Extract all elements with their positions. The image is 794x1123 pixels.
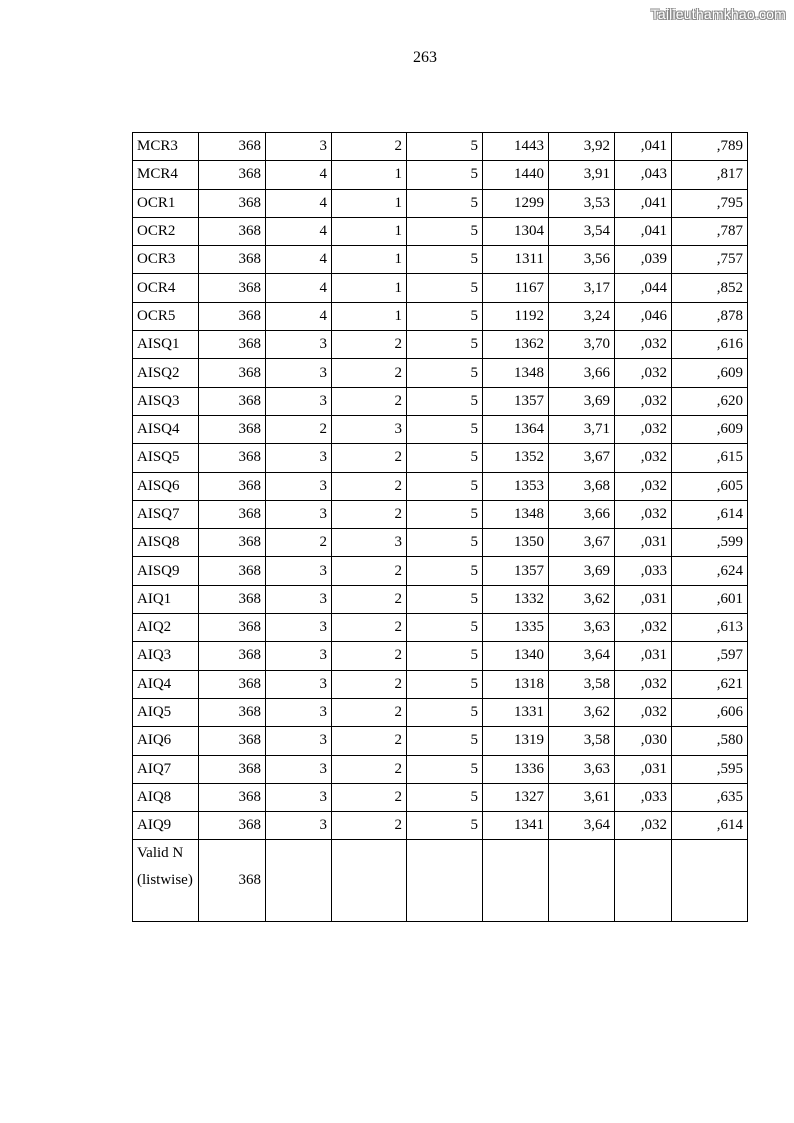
value-cell: ,606 bbox=[672, 698, 748, 726]
value-cell: 2 bbox=[332, 472, 407, 500]
value-cell: 5 bbox=[407, 585, 483, 613]
value-cell: 1332 bbox=[483, 585, 549, 613]
value-cell: 5 bbox=[407, 161, 483, 189]
value-cell: 4 bbox=[266, 189, 332, 217]
value-cell: 3 bbox=[266, 444, 332, 472]
value-cell: 368 bbox=[199, 189, 266, 217]
value-cell: 1353 bbox=[483, 472, 549, 500]
value-cell: ,041 bbox=[615, 133, 672, 161]
value-cell: 3 bbox=[266, 557, 332, 585]
value-cell: 3,68 bbox=[549, 472, 615, 500]
value-cell: 1167 bbox=[483, 274, 549, 302]
value-cell: 1304 bbox=[483, 217, 549, 245]
value-cell: 3 bbox=[266, 670, 332, 698]
value-cell: 2 bbox=[332, 444, 407, 472]
page-number: 263 bbox=[413, 49, 437, 66]
value-cell: 368 bbox=[199, 500, 266, 528]
value-cell: ,041 bbox=[615, 189, 672, 217]
table-row bbox=[133, 302, 748, 330]
row-label-cell: AIQ5 bbox=[133, 698, 199, 726]
value-cell: 1336 bbox=[483, 755, 549, 783]
value-cell: ,032 bbox=[615, 670, 672, 698]
value-cell: 368 bbox=[199, 670, 266, 698]
value-cell: 368 bbox=[199, 444, 266, 472]
value-cell: ,031 bbox=[615, 642, 672, 670]
value-cell: 368 bbox=[199, 387, 266, 415]
value-cell: 3 bbox=[266, 642, 332, 670]
value-cell: ,787 bbox=[672, 217, 748, 245]
row-label-cell: AIQ2 bbox=[133, 614, 199, 642]
value-cell: 368 bbox=[199, 274, 266, 302]
value-cell: ,031 bbox=[615, 755, 672, 783]
value-cell: 368 bbox=[199, 359, 266, 387]
value-cell: 3 bbox=[266, 133, 332, 161]
value-cell: 368 bbox=[199, 246, 266, 274]
value-cell: 2 bbox=[332, 642, 407, 670]
row-label-cell: AISQ5 bbox=[133, 444, 199, 472]
table-row bbox=[133, 444, 748, 472]
value-cell: 5 bbox=[407, 359, 483, 387]
value-cell: 5 bbox=[407, 133, 483, 161]
value-cell: ,614 bbox=[672, 500, 748, 528]
value-cell: 368 bbox=[199, 415, 266, 443]
value-cell: 1335 bbox=[483, 614, 549, 642]
value-cell: 1 bbox=[332, 189, 407, 217]
value-cell: 3,62 bbox=[549, 698, 615, 726]
table-row bbox=[133, 472, 748, 500]
table-row bbox=[133, 783, 748, 811]
value-cell: 2 bbox=[332, 359, 407, 387]
value-cell: ,041 bbox=[615, 217, 672, 245]
value-cell: 368 bbox=[199, 529, 266, 557]
table-row bbox=[133, 133, 748, 161]
value-cell: 5 bbox=[407, 614, 483, 642]
value-cell: 3,67 bbox=[549, 529, 615, 557]
value-cell: 3 bbox=[266, 472, 332, 500]
value-cell: 3 bbox=[266, 387, 332, 415]
value-cell: ,030 bbox=[615, 727, 672, 755]
value-cell: 368 bbox=[199, 783, 266, 811]
value-cell: 368 bbox=[199, 331, 266, 359]
value-cell: 2 bbox=[332, 557, 407, 585]
value-cell: ,032 bbox=[615, 812, 672, 840]
value-cell: ,609 bbox=[672, 359, 748, 387]
table-row bbox=[133, 698, 748, 726]
row-label-cell: AISQ6 bbox=[133, 472, 199, 500]
value-cell: ,614 bbox=[672, 812, 748, 840]
table-row bbox=[133, 359, 748, 387]
value-cell: 3,53 bbox=[549, 189, 615, 217]
value-cell: 3,67 bbox=[549, 444, 615, 472]
value-cell: 5 bbox=[407, 246, 483, 274]
value-cell: 4 bbox=[266, 161, 332, 189]
row-label-cell: AIQ8 bbox=[133, 783, 199, 811]
value-cell: 3 bbox=[332, 529, 407, 557]
value-cell: 3,58 bbox=[549, 727, 615, 755]
table-row bbox=[133, 642, 748, 670]
row-label-cell: AIQ7 bbox=[133, 755, 199, 783]
row-label-cell: AIQ1 bbox=[133, 585, 199, 613]
row-label-cell: AISQ7 bbox=[133, 500, 199, 528]
value-cell: 5 bbox=[407, 698, 483, 726]
value-cell: 1350 bbox=[483, 529, 549, 557]
value-cell: ,033 bbox=[615, 557, 672, 585]
value-cell: 5 bbox=[407, 755, 483, 783]
value-cell: 4 bbox=[266, 217, 332, 245]
value-cell: 5 bbox=[407, 642, 483, 670]
value-cell: 3,64 bbox=[549, 642, 615, 670]
value-cell: ,613 bbox=[672, 614, 748, 642]
value-cell: 2 bbox=[332, 698, 407, 726]
empty-cell bbox=[672, 840, 748, 922]
value-cell: 3 bbox=[266, 359, 332, 387]
row-label-cell: OCR3 bbox=[133, 246, 199, 274]
value-cell: 368 bbox=[199, 812, 266, 840]
value-cell: 5 bbox=[407, 387, 483, 415]
row-label-cell: OCR4 bbox=[133, 274, 199, 302]
row-label-cell: AIQ3 bbox=[133, 642, 199, 670]
value-cell: 1299 bbox=[483, 189, 549, 217]
valid-n-label: Valid N (listwise) bbox=[133, 840, 199, 922]
value-cell: 1 bbox=[332, 161, 407, 189]
value-cell: 368 bbox=[199, 698, 266, 726]
value-cell: 2 bbox=[332, 755, 407, 783]
value-cell: ,595 bbox=[672, 755, 748, 783]
table-row bbox=[133, 331, 748, 359]
value-cell: 5 bbox=[407, 727, 483, 755]
value-cell: ,033 bbox=[615, 783, 672, 811]
value-cell: ,597 bbox=[672, 642, 748, 670]
value-cell: 4 bbox=[266, 246, 332, 274]
value-cell: ,032 bbox=[615, 444, 672, 472]
row-label-cell: AISQ2 bbox=[133, 359, 199, 387]
value-cell: ,031 bbox=[615, 585, 672, 613]
value-cell: 2 bbox=[332, 727, 407, 755]
table-row bbox=[133, 161, 748, 189]
value-cell: 5 bbox=[407, 670, 483, 698]
value-cell: 3 bbox=[332, 415, 407, 443]
row-label-cell: AISQ9 bbox=[133, 557, 199, 585]
value-cell: 3,54 bbox=[549, 217, 615, 245]
table-row bbox=[133, 387, 748, 415]
value-cell: 3,92 bbox=[549, 133, 615, 161]
value-cell: 2 bbox=[332, 500, 407, 528]
value-cell: ,032 bbox=[615, 415, 672, 443]
value-cell: 3 bbox=[266, 727, 332, 755]
table-row bbox=[133, 812, 748, 840]
value-cell: 3 bbox=[266, 500, 332, 528]
value-cell: 368 bbox=[199, 585, 266, 613]
value-cell: 1348 bbox=[483, 359, 549, 387]
value-cell: ,817 bbox=[672, 161, 748, 189]
value-cell: 1357 bbox=[483, 387, 549, 415]
empty-cell bbox=[407, 840, 483, 922]
value-cell: 3,17 bbox=[549, 274, 615, 302]
value-cell: 1341 bbox=[483, 812, 549, 840]
value-cell: 2 bbox=[332, 670, 407, 698]
value-cell: ,624 bbox=[672, 557, 748, 585]
value-cell: 3 bbox=[266, 614, 332, 642]
value-cell: 1331 bbox=[483, 698, 549, 726]
value-cell: 5 bbox=[407, 415, 483, 443]
value-cell: 368 bbox=[199, 614, 266, 642]
value-cell: 2 bbox=[332, 133, 407, 161]
value-cell: 1192 bbox=[483, 302, 549, 330]
row-label-cell: AIQ4 bbox=[133, 670, 199, 698]
value-cell: ,615 bbox=[672, 444, 748, 472]
value-cell: 3,71 bbox=[549, 415, 615, 443]
value-cell: 3,58 bbox=[549, 670, 615, 698]
table-row bbox=[133, 189, 748, 217]
value-cell: ,620 bbox=[672, 387, 748, 415]
value-cell: ,789 bbox=[672, 133, 748, 161]
valid-n-row bbox=[133, 840, 748, 922]
value-cell: 5 bbox=[407, 472, 483, 500]
value-cell: 3 bbox=[266, 331, 332, 359]
table-row bbox=[133, 557, 748, 585]
value-cell: 3 bbox=[266, 698, 332, 726]
value-cell: 1 bbox=[332, 274, 407, 302]
value-cell: 1348 bbox=[483, 500, 549, 528]
value-cell: 1 bbox=[332, 302, 407, 330]
table-row bbox=[133, 246, 748, 274]
value-cell: 4 bbox=[266, 302, 332, 330]
value-cell: 3,62 bbox=[549, 585, 615, 613]
value-cell: ,621 bbox=[672, 670, 748, 698]
value-cell: 1318 bbox=[483, 670, 549, 698]
value-cell: 3 bbox=[266, 585, 332, 613]
value-cell: ,032 bbox=[615, 500, 672, 528]
value-cell: 1362 bbox=[483, 331, 549, 359]
value-cell: 5 bbox=[407, 217, 483, 245]
row-label-cell: AISQ1 bbox=[133, 331, 199, 359]
table-row bbox=[133, 415, 748, 443]
table-row bbox=[133, 670, 748, 698]
value-cell: 1319 bbox=[483, 727, 549, 755]
value-cell: 3,91 bbox=[549, 161, 615, 189]
value-cell: 3,61 bbox=[549, 783, 615, 811]
value-cell: 5 bbox=[407, 189, 483, 217]
value-cell: ,046 bbox=[615, 302, 672, 330]
value-cell: ,635 bbox=[672, 783, 748, 811]
value-cell: ,616 bbox=[672, 331, 748, 359]
value-cell: 3,24 bbox=[549, 302, 615, 330]
table-row bbox=[133, 614, 748, 642]
value-cell: 1440 bbox=[483, 161, 549, 189]
valid-n-value: 368 bbox=[199, 840, 266, 922]
value-cell: 3,70 bbox=[549, 331, 615, 359]
value-cell: 3 bbox=[266, 812, 332, 840]
value-cell: ,031 bbox=[615, 529, 672, 557]
value-cell: 5 bbox=[407, 812, 483, 840]
value-cell: ,032 bbox=[615, 698, 672, 726]
value-cell: 368 bbox=[199, 642, 266, 670]
value-cell: ,032 bbox=[615, 359, 672, 387]
value-cell: ,032 bbox=[615, 472, 672, 500]
row-label-cell: AIQ9 bbox=[133, 812, 199, 840]
value-cell: 368 bbox=[199, 472, 266, 500]
value-cell: 5 bbox=[407, 529, 483, 557]
value-cell: 3 bbox=[266, 783, 332, 811]
value-cell: ,039 bbox=[615, 246, 672, 274]
value-cell: ,609 bbox=[672, 415, 748, 443]
value-cell: 1311 bbox=[483, 246, 549, 274]
value-cell: ,757 bbox=[672, 246, 748, 274]
value-cell: 368 bbox=[199, 217, 266, 245]
table-row bbox=[133, 755, 748, 783]
value-cell: 5 bbox=[407, 500, 483, 528]
table-row bbox=[133, 217, 748, 245]
value-cell: 3,66 bbox=[549, 500, 615, 528]
value-cell: 3 bbox=[266, 755, 332, 783]
value-cell: 3,69 bbox=[549, 387, 615, 415]
value-cell: 1340 bbox=[483, 642, 549, 670]
value-cell: 3,63 bbox=[549, 755, 615, 783]
value-cell: 368 bbox=[199, 755, 266, 783]
value-cell: 5 bbox=[407, 331, 483, 359]
value-cell: 2 bbox=[332, 783, 407, 811]
value-cell: ,878 bbox=[672, 302, 748, 330]
row-label-cell: MCR4 bbox=[133, 161, 199, 189]
value-cell: ,852 bbox=[672, 274, 748, 302]
value-cell: 1443 bbox=[483, 133, 549, 161]
value-cell: 2 bbox=[332, 387, 407, 415]
table-row bbox=[133, 274, 748, 302]
empty-cell bbox=[615, 840, 672, 922]
value-cell: ,032 bbox=[615, 614, 672, 642]
value-cell: 3,63 bbox=[549, 614, 615, 642]
value-cell: 1352 bbox=[483, 444, 549, 472]
row-label-cell: AIQ6 bbox=[133, 727, 199, 755]
empty-cell bbox=[266, 840, 332, 922]
value-cell: 368 bbox=[199, 133, 266, 161]
watermark-text: Tailieuthamkhao.com bbox=[650, 6, 786, 22]
value-cell: 5 bbox=[407, 274, 483, 302]
table-row bbox=[133, 500, 748, 528]
value-cell: 2 bbox=[332, 331, 407, 359]
empty-cell bbox=[483, 840, 549, 922]
empty-cell bbox=[332, 840, 407, 922]
value-cell: ,032 bbox=[615, 331, 672, 359]
value-cell: 3,64 bbox=[549, 812, 615, 840]
value-cell: 2 bbox=[266, 529, 332, 557]
value-cell: 2 bbox=[266, 415, 332, 443]
value-cell: 3,69 bbox=[549, 557, 615, 585]
row-label-cell: MCR3 bbox=[133, 133, 199, 161]
value-cell: 1 bbox=[332, 217, 407, 245]
value-cell: ,043 bbox=[615, 161, 672, 189]
value-cell: 2 bbox=[332, 812, 407, 840]
table-row bbox=[133, 585, 748, 613]
value-cell: 368 bbox=[199, 161, 266, 189]
value-cell: 5 bbox=[407, 783, 483, 811]
table-row bbox=[133, 727, 748, 755]
row-label-cell: AISQ8 bbox=[133, 529, 199, 557]
value-cell: 5 bbox=[407, 302, 483, 330]
table-row bbox=[133, 529, 748, 557]
value-cell: 4 bbox=[266, 274, 332, 302]
value-cell: ,795 bbox=[672, 189, 748, 217]
value-cell: ,032 bbox=[615, 387, 672, 415]
value-cell: 1364 bbox=[483, 415, 549, 443]
statistics-table bbox=[132, 132, 748, 922]
value-cell: 368 bbox=[199, 727, 266, 755]
row-label-cell: AISQ3 bbox=[133, 387, 199, 415]
value-cell: ,580 bbox=[672, 727, 748, 755]
row-label-cell: OCR5 bbox=[133, 302, 199, 330]
value-cell: 1327 bbox=[483, 783, 549, 811]
value-cell: 3,66 bbox=[549, 359, 615, 387]
value-cell: 1357 bbox=[483, 557, 549, 585]
value-cell: 5 bbox=[407, 557, 483, 585]
statistics-table-body bbox=[133, 133, 748, 922]
value-cell: ,044 bbox=[615, 274, 672, 302]
value-cell: ,601 bbox=[672, 585, 748, 613]
value-cell: 368 bbox=[199, 557, 266, 585]
value-cell: 5 bbox=[407, 444, 483, 472]
row-label-cell: AISQ4 bbox=[133, 415, 199, 443]
value-cell: ,605 bbox=[672, 472, 748, 500]
value-cell: 2 bbox=[332, 585, 407, 613]
value-cell: 368 bbox=[199, 302, 266, 330]
value-cell: 3,56 bbox=[549, 246, 615, 274]
value-cell: ,599 bbox=[672, 529, 748, 557]
value-cell: 2 bbox=[332, 614, 407, 642]
row-label-cell: OCR1 bbox=[133, 189, 199, 217]
empty-cell bbox=[549, 840, 615, 922]
row-label-cell: OCR2 bbox=[133, 217, 199, 245]
value-cell: 1 bbox=[332, 246, 407, 274]
